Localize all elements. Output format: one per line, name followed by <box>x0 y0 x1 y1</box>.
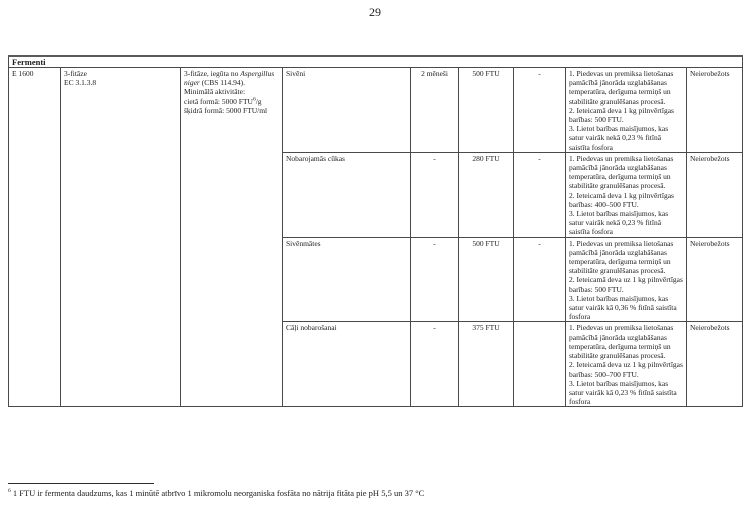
additive-description-cell <box>181 68 283 407</box>
max-age-cell: 2 mēneši <box>411 68 459 153</box>
provisions-cell <box>566 68 687 153</box>
provision-item: 2. Ieteicamā deva uz 1 kg pilnvērtīgas barības: 500 FTU. <box>569 275 683 294</box>
min-content-cell: 280 FTU <box>459 152 514 237</box>
authorisation-end-cell: Neierobežots <box>687 152 743 237</box>
authorisation-end-cell: Neierobežots <box>687 68 743 153</box>
additive-name-cell <box>61 68 181 407</box>
minimum-activity-label: Minimālā aktivitāte: <box>184 87 246 97</box>
provision-item: 1. Piedevas un premiksa lietošanas pamācībā jānorāda uzglabāšanas temperatūra, derīguma termiņš un stabilitāte granulēšanas procesā. <box>569 153 674 191</box>
feed-additives-table <box>8 55 743 407</box>
additive-name: 3-fitāze <box>64 69 87 78</box>
page-number: 29 <box>369 5 381 19</box>
max-content-cell <box>514 322 566 407</box>
authorisation-end-cell: Neierobežots <box>687 237 743 322</box>
table-section-header: Fermenti <box>9 56 743 68</box>
footnote-text: $^6$ 1 FTU ir fermenta daudzums, kas 1 minūtē atbrīvo 1 mikromolu neorganiska fosfāta no nātrija fitāta pie pH 5,5 un 37 °C <box>8 488 425 498</box>
additive-code: E 1600 <box>12 69 34 78</box>
provisions-cell <box>566 322 687 407</box>
additive-origin: 3-fitāze, iegūta no Aspergillus niger (CBS 114.94). <box>184 69 275 88</box>
additive-code-cell <box>9 68 61 407</box>
max-age-cell: - <box>411 237 459 322</box>
animal-category-cell: Cāļi nobarošanai <box>283 322 411 407</box>
additive-ec-number: EC 3.1.3.8 <box>64 78 97 88</box>
provision-item: 2. Ieteicamā deva 1 kg pilnvērtīgas barības: 400–500 FTU. <box>569 190 674 209</box>
max-content-cell: - <box>514 68 566 153</box>
provision-item: 3. Lietot barības maisījumos, kas satur vairāk nekā 0,23 % fitīnā saistīta fosfora <box>569 124 669 152</box>
authorisation-end-cell: Neierobežots <box>687 322 743 407</box>
footnote-marker: 6 <box>252 96 256 103</box>
animal-category-cell: Nobarojamās cūkas <box>283 152 411 237</box>
provision-item: 1. Piedevas un premiksa lietošanas pamācībā jānorāda uzglabāšanas temperatūra, derīguma termiņš un stabilitāte granulēšanas procesā. <box>569 69 674 106</box>
provision-item: 2. Ieteicamā deva uz 1 kg pilnvērtīgas barības: 500–700 FTU. <box>569 360 683 379</box>
footnote-separator <box>8 483 154 484</box>
table-row <box>9 68 743 153</box>
min-content-cell: 500 FTU <box>459 68 514 153</box>
footnote <box>8 483 424 499</box>
organism-name: Aspergillus niger <box>184 69 275 88</box>
table-section-row <box>9 56 743 68</box>
max-content-cell: - <box>514 152 566 237</box>
provision-item: 1. Piedevas un premiksa lietošanas pamācībā jānorāda uzglabāšanas temperatūra, derīguma termiņš un stabilitāte granulēšanas procesā. <box>569 238 674 276</box>
provision-item: 3. Lietot barības maisījumos, kas satur vairāk nekā 0,23 % fitīnā saistīta fosfora <box>569 209 669 237</box>
max-age-cell: - <box>411 322 459 407</box>
liquid-form-activity: šķidrā formā: 5000 FTU/ml <box>184 105 268 115</box>
min-content-cell: 500 FTU <box>459 237 514 322</box>
max-content-cell: - <box>514 237 566 322</box>
animal-category-cell: Sivēni <box>283 68 411 153</box>
max-age-cell: - <box>411 152 459 237</box>
solid-form-activity: cietā formā: 5000 FTU$^6$/g <box>184 96 262 106</box>
provision-item: 3. Lietot barības maisījumos, kas satur vairāk kā 0,36 % fitīnā saistīta fosfora <box>569 293 677 322</box>
provisions-cell <box>566 237 687 322</box>
min-content-cell: 375 FTU <box>459 322 514 407</box>
provision-item: 3. Lietot barības maisījumos, kas satur vairāk kā 0,23 % fitīnā saistīta fosfora <box>569 378 677 407</box>
animal-category-cell: Sivēnmātes <box>283 237 411 322</box>
provision-item: 2. Ieteicamā deva 1 kg pilnvērtīgas barības: 500 FTU. <box>569 105 674 125</box>
footnote-marker: 6 <box>8 488 11 495</box>
provision-item: 1. Piedevas un premiksa lietošanas pamācībā jānorāda uzglabāšanas temperatūra, derīguma termiņš un stabilitāte granulēšanas procesā. <box>569 323 674 361</box>
provisions-cell <box>566 152 687 237</box>
